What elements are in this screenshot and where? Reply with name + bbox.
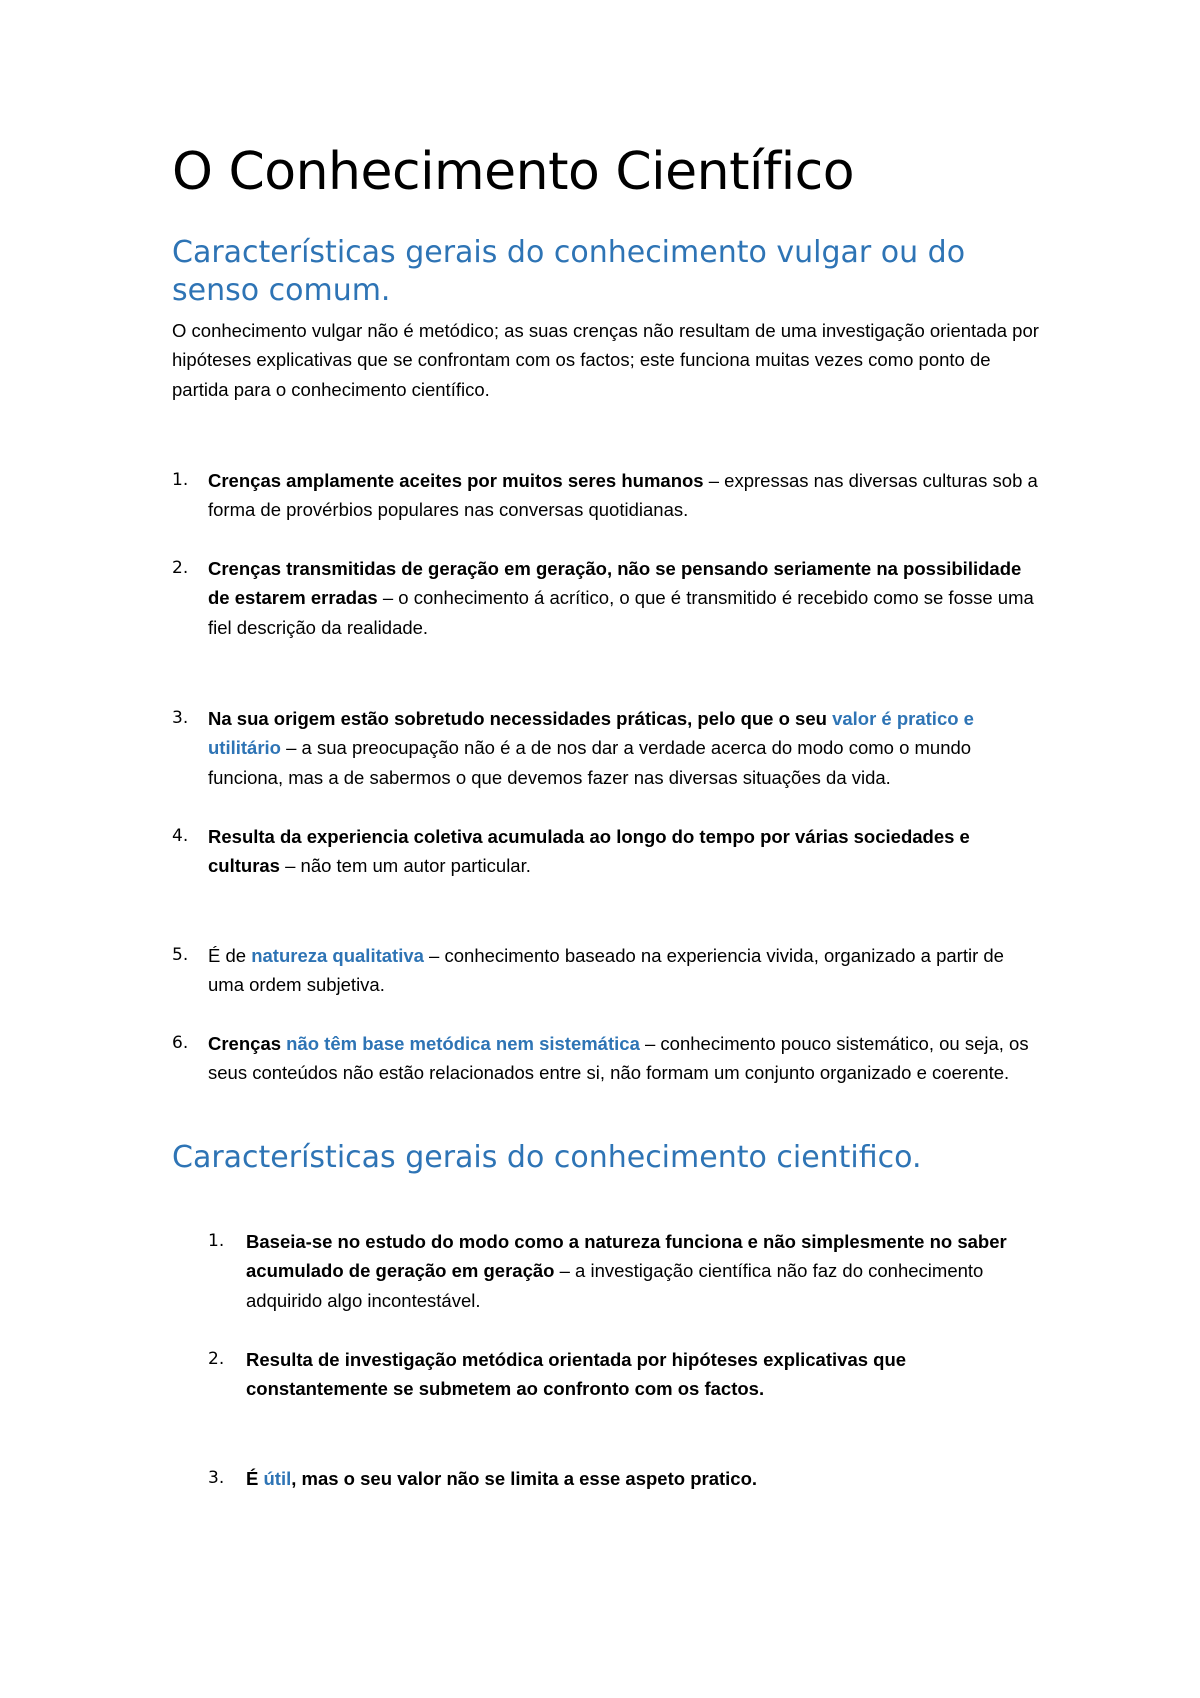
list-item-highlight: não têm base metódica nem sistemática (286, 1033, 640, 1054)
list-item-rest: – conhecimento baseado na experiencia vivida, organizado a partir de uma ordem subjetiva. (208, 945, 1004, 996)
list-item-text (208, 554, 1042, 642)
list-number: 1. (208, 1231, 225, 1251)
list-item-highlight: natureza qualitativa (251, 945, 424, 966)
list-number: 6. (172, 1033, 189, 1053)
list-item-text (208, 704, 1042, 792)
list-item (172, 466, 1042, 525)
list-item-bold: Baseia-se no estudo do modo como a natureza funciona e não simplesmente no saber acumulado de geração em geração (246, 1231, 1007, 1282)
list-number: 3. (172, 708, 189, 728)
list-item (172, 822, 1042, 881)
list-item-highlight: valor é pratico e utilitário (208, 708, 974, 759)
list-item-rest: – não tem um autor particular. (279, 855, 531, 877)
list-item-highlight: útil (263, 1468, 292, 1489)
list-item-text (208, 466, 1042, 525)
list-item-text (246, 1345, 1042, 1404)
list-number: 1. (172, 470, 189, 490)
list-item (172, 554, 1042, 642)
list-item-rest: – expressas nas diversas culturas sob a forma de provérbios populares nas conversas quotidianas. (208, 470, 1038, 521)
list-item-bold: Resulta de investigação metódica orientada por hipóteses explicativas que constantemente se submetem ao confronto com os factos. (246, 1349, 907, 1400)
list-number: 4. (172, 826, 189, 846)
list-item (172, 1464, 1042, 1493)
list-item-rest: – conhecimento pouco sistemático, ou seja, os seus conteúdos não estão relacionados entre si, não formam um conjunto organizado e coerente. (208, 1033, 1029, 1084)
list-item-text (208, 822, 1042, 881)
list-item (172, 1345, 1042, 1404)
list-number: 3. (208, 1468, 225, 1488)
list-item-rest: – o conhecimento á acrítico, o que é transmitido é recebido como se fosse uma fiel descrição da realidade. (208, 587, 1034, 638)
list-number: 5. (172, 945, 189, 965)
list-number: 2. (208, 1349, 225, 1369)
list-item-text (246, 1227, 1042, 1315)
list-item-rest: – a investigação científica não faz do conhecimento adquirido algo incontestável. (246, 1260, 984, 1311)
list-item (172, 1029, 1042, 1088)
list-number: 2. (172, 558, 189, 578)
page-title: O Conhecimento Científico (172, 142, 855, 202)
list-item-bold: Crenças transmitidas de geração em geração, não se pensando seriamente na possibilidade de estarem erradas (208, 558, 1022, 609)
list-item-rest: – a sua preocupação não é a de nos dar a verdade acerca do modo como o mundo funciona, mas a de sabermos o que devemos fazer nas diversas situações da vida. (208, 737, 972, 788)
list-item-bold: Crenças (208, 1033, 287, 1054)
list-item-text (246, 1464, 1042, 1493)
list-item-text (208, 1029, 1042, 1088)
list-item-rest: , mas o seu valor não se limita a esse aspeto pratico. (291, 1468, 758, 1489)
list-item-bold: Crenças amplamente aceites por muitos seres humanos (208, 470, 704, 491)
list-item (172, 704, 1042, 792)
list-item (172, 941, 1042, 1000)
list-item-text (208, 941, 1042, 1000)
section-heading-cientifico: Características gerais do conhecimento cientifico. (172, 1140, 922, 1175)
intro-paragraph: O conhecimento vulgar não é metódico; as suas crenças não resultam de uma investigação orientada por hipóteses explicativas que se confrontam com os factos; este funciona muitas vezes como ponto de partida para o conhecimento científico. (172, 320, 1039, 400)
list-item (172, 1227, 1042, 1315)
section-heading-senso-comum: Características gerais do conhecimento vulgar ou do senso comum. (172, 235, 966, 308)
list-item-bold: Na sua origem estão sobretudo necessidades práticas, pelo que o seu (208, 708, 833, 729)
list-item-bold: É (246, 1468, 264, 1489)
list-item-bold: Resulta da experiencia coletiva acumulada ao longo do tempo por várias sociedades e culturas (208, 826, 970, 877)
list-item-pre: É de (208, 945, 252, 966)
